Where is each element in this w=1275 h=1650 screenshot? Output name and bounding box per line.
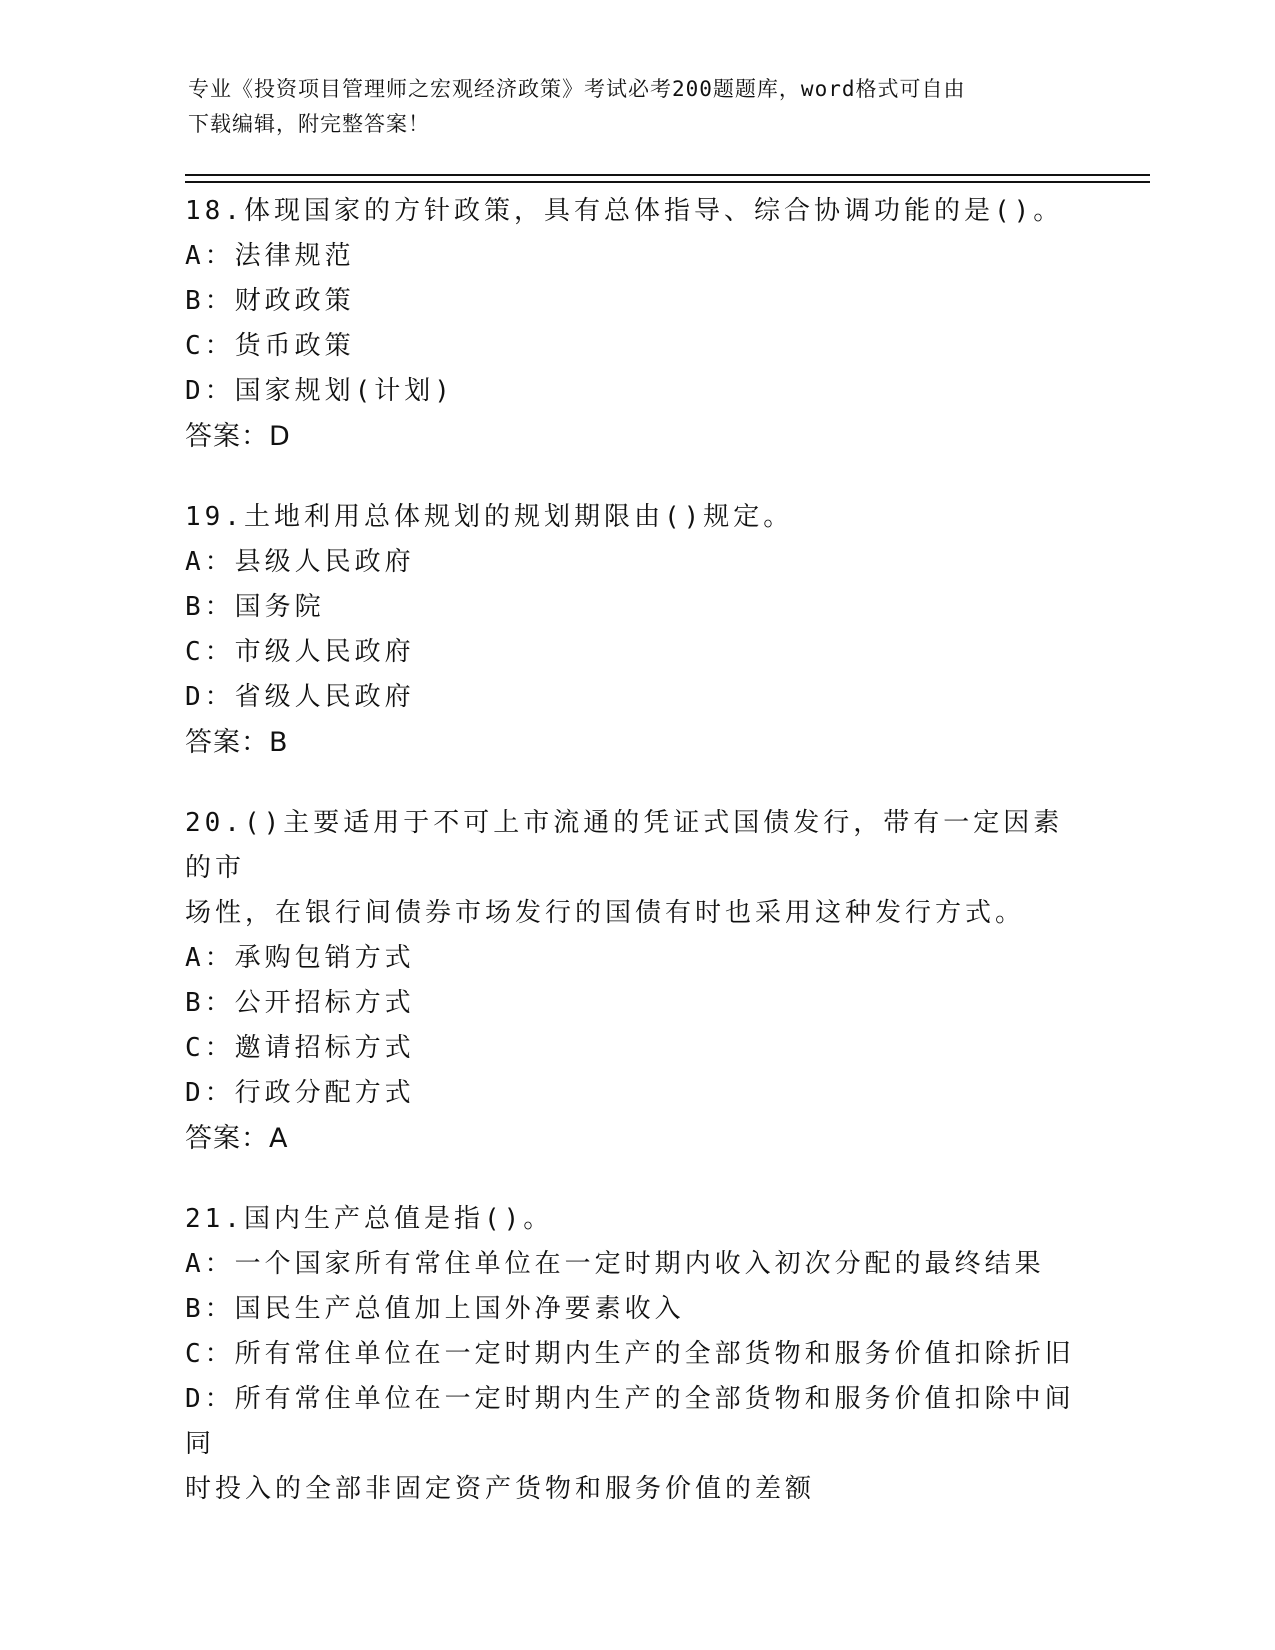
- document-header: [188, 72, 1068, 142]
- question-21: [185, 1197, 1085, 1512]
- option-d: D：行政分配方式: [185, 1078, 415, 1108]
- option-d: D：国家规划(计划): [185, 376, 454, 406]
- option-a: A：一个国家所有常住单位在一定时期内收入初次分配的最终结果: [185, 1249, 1045, 1279]
- header-divider-top: [185, 174, 1150, 176]
- header-line-1: 专业《投资项目管理师之宏观经济政策》考试必考200题题库，word格式可自由: [188, 77, 966, 101]
- option-c: C：货币政策: [185, 331, 355, 361]
- answer: 答案：B: [185, 727, 289, 758]
- question-text: 21.国内生产总值是指()。: [185, 1204, 554, 1234]
- option-a: A：县级人民政府: [185, 547, 415, 577]
- option-a: A：法律规范: [185, 241, 355, 271]
- option-b: B：国民生产总值加上国外净要素收入: [185, 1294, 685, 1324]
- question-18: [185, 189, 1085, 459]
- question-20: [185, 801, 1085, 1161]
- answer: 答案：D: [185, 421, 291, 452]
- question-text-line-2: 场性，在银行间债券市场发行的国债有时也采用这种发行方式。: [185, 898, 1026, 928]
- option-c: C：所有常住单位在一定时期内生产的全部货物和服务价值扣除折旧: [185, 1339, 1075, 1369]
- option-c: C：邀请招标方式: [185, 1033, 415, 1063]
- header-line-2: 下载编辑，附完整答案！: [188, 112, 430, 136]
- question-19: [185, 495, 1085, 765]
- question-text: 18.体现国家的方针政策，具有总体指导、综合协调功能的是()。: [185, 196, 1064, 226]
- answer: 答案：A: [185, 1123, 289, 1154]
- question-text-line-1: 20.()主要适用于不可上市流通的凭证式国债发行，带有一定因素的市: [185, 808, 1064, 883]
- option-d: D：省级人民政府: [185, 682, 415, 712]
- option-c: C：市级人民政府: [185, 637, 415, 667]
- question-text: 19.土地利用总体规划的规划期限由()规定。: [185, 502, 794, 532]
- option-a: A：承购包销方式: [185, 943, 415, 973]
- option-b: B：公开招标方式: [185, 988, 415, 1018]
- option-b: B：财政政策: [185, 286, 355, 316]
- question-list: [185, 189, 1085, 1548]
- option-d-line-1: D：所有常住单位在一定时期内生产的全部货物和服务价值扣除中间同: [185, 1384, 1075, 1459]
- option-d-line-2: 时投入的全部非固定资产货物和服务价值的差额: [185, 1474, 816, 1504]
- option-b: B：国务院: [185, 592, 325, 622]
- header-divider-bottom: [185, 181, 1150, 183]
